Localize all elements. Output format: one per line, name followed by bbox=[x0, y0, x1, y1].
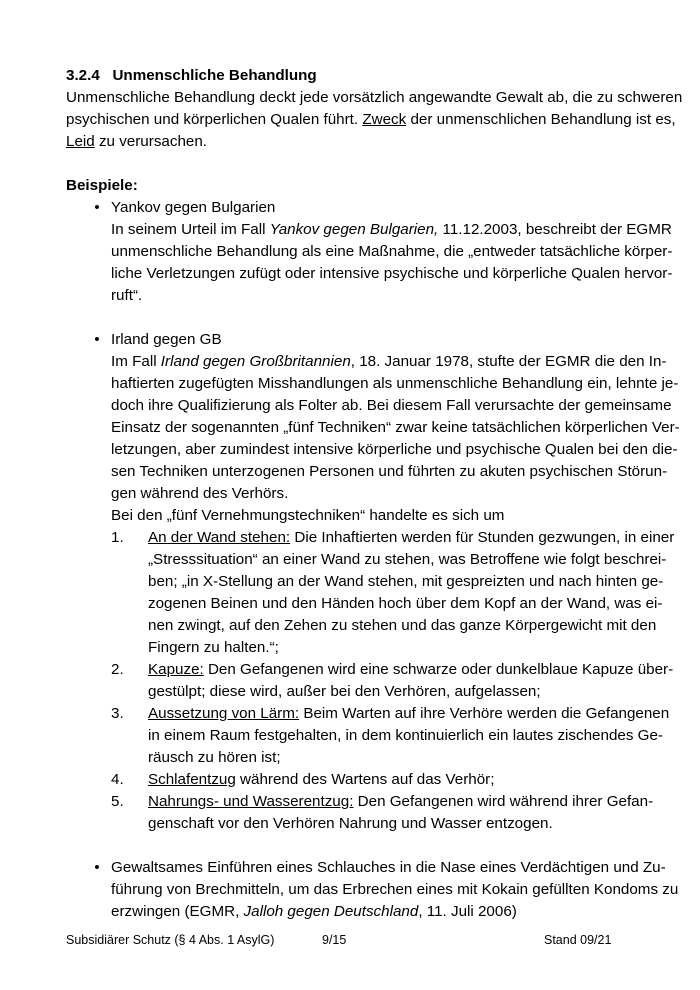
footer-page-number: 9/15 bbox=[322, 933, 347, 947]
technique-1-line-4: zogenen Beinen und den Händen hoch über dem Kopf an der Wand, was ei- bbox=[148, 595, 663, 612]
technique-3-label: Aussetzung von Lärm: bbox=[148, 705, 300, 722]
technique-1-line-3: ben; „in X-Stellung an der Wand stehen, mit gespreizten und nach hinten ge- bbox=[148, 573, 664, 590]
technique-5-line-1: Nahrungs- und Wasserentzug: Den Gefangenen wird während ihrer Gefan- bbox=[148, 793, 654, 810]
bullet-icon: • bbox=[94, 199, 100, 216]
section-number: 3.2.4 bbox=[66, 67, 100, 84]
yankov-line-2: unmenschliche Behandlung als eine Maßnahme, die „entweder tatsächliche körper- bbox=[111, 243, 673, 260]
jalloh-line-3: erzwingen (EGMR, Jalloh gegen Deutschland, 11. Juli 2006) bbox=[111, 903, 517, 920]
intro-line-1: Unmenschliche Behandlung deckt jede vorsätzlich angewandte Gewalt ab, die zu schweren bbox=[66, 89, 683, 106]
irland-line-1: Im Fall Irland gegen Großbritannien, 18. Januar 1978, stufte der EGMR die den In- bbox=[111, 353, 667, 370]
technique-3-line-1: Aussetzung von Lärm: Beim Warten auf ihre Verhöre werden die Gefangenen bbox=[148, 705, 670, 722]
bullet-icon: • bbox=[94, 859, 100, 876]
zweck-term: Zweck bbox=[362, 111, 407, 128]
intro-line-2: psychischen und körperlichen Qualen führt. Zweck der unmenschlichen Behandlung ist es, bbox=[66, 111, 676, 128]
technique-1-line-6: Fingern zu halten.“; bbox=[148, 639, 279, 656]
yankov-line-3: liche Verletzungen zufügt oder intensive psychische und körperliche Qualen hervor- bbox=[111, 265, 673, 282]
list-number: 2. bbox=[111, 661, 124, 678]
technique-2-label: Kapuze: bbox=[148, 661, 204, 678]
irland-line-5: letzungen, aber zumindest intensive körperliche und psychische Qualen bei den die- bbox=[111, 441, 678, 458]
section-title: Unmenschliche Behandlung bbox=[112, 67, 317, 84]
bullet-icon: • bbox=[94, 331, 100, 348]
irland-line-2: haftierten zugefügten Misshandlungen als unmenschliche Behandlung ein, lehnte je- bbox=[111, 375, 679, 392]
technique-3-line-2: in einem Raum festgehalten, in dem kontinuierlich ein lautes zischendes Ge- bbox=[148, 727, 663, 744]
list-number: 1. bbox=[111, 529, 124, 546]
technique-5-label: Nahrungs- und Wasserentzug: bbox=[148, 793, 354, 810]
yankov-case-name: Yankov gegen Bulgarien, bbox=[269, 221, 439, 238]
technique-2-line-1: Kapuze: Den Gefangenen wird eine schwarze oder dunkelblaue Kapuze über- bbox=[148, 661, 674, 678]
irland-title: Irland gegen GB bbox=[111, 331, 222, 348]
irland-line-7: gen während des Verhörs. bbox=[111, 485, 289, 502]
technique-3-line-3: räusch zu hören ist; bbox=[148, 749, 281, 766]
list-number: 3. bbox=[111, 705, 124, 722]
irland-line-4: Einsatz der sogenannten „fünf Techniken“ zwar keine tatsächlichen körperlichen Ver- bbox=[111, 419, 680, 436]
technique-1-line-1: An der Wand stehen: Die Inhaftierten werden für Stunden gezwungen, in einer bbox=[148, 529, 675, 546]
footer-left: Subsidiärer Schutz (§ 4 Abs. 1 AsylG) bbox=[66, 933, 275, 947]
examples-label: Beispiele: bbox=[66, 177, 138, 194]
footer-right: Stand 09/21 bbox=[544, 933, 612, 947]
list-number: 4. bbox=[111, 771, 124, 788]
technique-4-label: Schlafentzug bbox=[148, 771, 236, 788]
leid-term: Leid bbox=[66, 133, 95, 150]
intro-line-3: Leid zu verursachen. bbox=[66, 133, 208, 150]
technique-1-label: An der Wand stehen: bbox=[148, 529, 291, 546]
technique-2-line-2: gestülpt; diese wird, außer bei den Verhören, aufgelassen; bbox=[148, 683, 541, 700]
irland-case-name: Irland gegen Großbritannien bbox=[160, 353, 351, 370]
jalloh-line-1: Gewaltsames Einführen eines Schlauches in die Nase eines Verdächtigen und Zu- bbox=[111, 859, 666, 876]
technique-1-line-2: „Stresssituation“ an einer Wand zu stehen, was Betroffene wie folgt beschrei- bbox=[148, 551, 667, 568]
section-heading bbox=[66, 66, 317, 86]
yankov-title: Yankov gegen Bulgarien bbox=[111, 199, 276, 216]
yankov-line-4: ruft“. bbox=[111, 287, 143, 304]
technique-4-line-1: Schlafentzug während des Wartens auf das Verhör; bbox=[148, 771, 495, 788]
jalloh-case-name: Jalloh gegen Deutschland bbox=[243, 903, 419, 920]
list-number: 5. bbox=[111, 793, 124, 810]
technique-1-line-5: nen zwingt, auf den Zehen zu stehen und das ganze Körpergewicht mit den bbox=[148, 617, 657, 634]
irland-line-6: sen Techniken unterzogenen Personen und führten zu akuten psychischen Störun- bbox=[111, 463, 668, 480]
irland-line-3: doch ihre Qualifizierung als Folter ab. Bei diesem Fall verursachte der gemeinsame bbox=[111, 397, 672, 414]
irland-line-8: Bei den „fünf Vernehmungstechniken“ handelte es sich um bbox=[111, 507, 505, 524]
jalloh-line-2: führung von Brechmitteln, um das Erbrechen eines mit Kokain gefüllten Kondoms zu bbox=[111, 881, 679, 898]
yankov-line-1: In seinem Urteil im Fall Yankov gegen Bulgarien, 11.12.2003, beschreibt der EGMR bbox=[111, 221, 672, 238]
technique-5-line-2: genschaft vor den Verhören Nahrung und Wasser entzogen. bbox=[148, 815, 553, 832]
